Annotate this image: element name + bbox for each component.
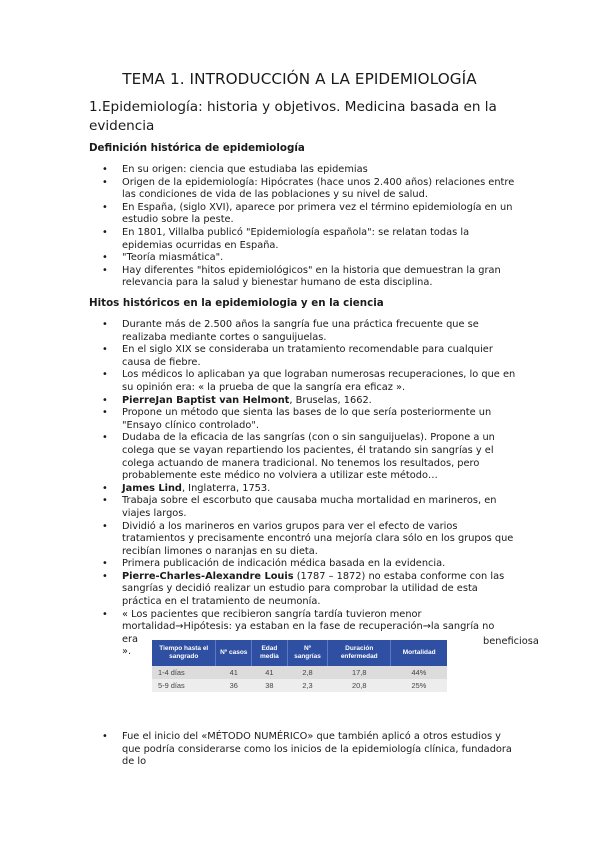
person-name: Pierre-Charles-Alexandre Louis bbox=[122, 570, 294, 582]
table-cell: 2,3 bbox=[287, 679, 328, 692]
bullet-icon: • bbox=[102, 570, 108, 582]
list-item: • Trabaja sobre el escorbuto que causaba mucha mortalidad en marineros, en viajes largos. bbox=[102, 495, 497, 519]
list-item: • Primera publicación de indicación médica basada en la evidencia. bbox=[102, 558, 446, 570]
bullet-icon: • bbox=[102, 319, 108, 330]
bullet-icon: • bbox=[102, 394, 108, 406]
bullet-icon: • bbox=[102, 407, 108, 419]
list-item: • « Los pacientes que recibieron sangría tardía tuvieron menor mortalidad→Hipótesis: ya estaban en la fase de recuperación→la sangría no era ». bbox=[102, 608, 495, 658]
person-name: James Lind bbox=[122, 482, 182, 494]
document-title: TEMA 1. INTRODUCCIÓN A LA EPIDEMIOLOGÍA bbox=[122, 70, 477, 88]
bullet-list-hitos bbox=[89, 319, 519, 659]
list-item: • En 1801, Villalba publicó "Epidemiología española": se relatan todas la epidemias ocurridas en España. bbox=[102, 226, 470, 251]
section-heading: 1.Epidemiología: historia y objetivos. Medicina basada en la evidencia bbox=[89, 99, 497, 134]
list-item: • Fue el inicio del «MÉTODO NUMÉRICO» que también aplicó a otros estudios y que podría considerarse como los inicios de la epidemiología clínica, fundadora de lo bbox=[102, 731, 512, 768]
table-row bbox=[152, 666, 447, 679]
bullet-list-final bbox=[89, 731, 519, 769]
list-item: • James Lind, Inglaterra, 1753. bbox=[102, 482, 271, 494]
list-item: • Dudaba de la eficacia de las sangrías (con o sin sanguijuelas). Propone a un colega que se vayan repartiendo los pacientes, él tratando sin sangrías y el colega actuando de manera tradicional. No tenemos los resultados, pero probablemente este médico no volviera a utilizar este método… bbox=[102, 432, 495, 482]
list-item: • "Teoría miasmática". bbox=[102, 252, 224, 264]
table-cell: 20,8 bbox=[328, 679, 391, 692]
bullet-icon: • bbox=[102, 252, 108, 264]
bullet-icon: • bbox=[102, 495, 108, 507]
list-item: • Hay diferentes "hitos epidemiológicos" en la historia que demuestran la gran relevancia para la salud y bienestar humano de esta disciplina. bbox=[102, 264, 501, 289]
table-cell: 41 bbox=[252, 666, 288, 679]
list-item: • Pierre-Charles-Alexandre Louis (1787 – 1872) no estaba conforme con las sangrías y decidió realizar un estudio para comprobar la utilidad de esta práctica en el tratamiento de neumonía. bbox=[102, 570, 505, 608]
bullet-icon: • bbox=[102, 520, 108, 532]
column-header: Nº sangrías bbox=[287, 640, 328, 666]
bullet-icon: • bbox=[102, 226, 108, 238]
table-cell: 44% bbox=[391, 666, 447, 679]
table-cell: 2,8 bbox=[287, 666, 328, 679]
table-cell: 38 bbox=[252, 679, 288, 692]
subsection-heading-hitos: Hitos históricos en la epidemiologia y en la ciencia bbox=[89, 297, 384, 309]
list-item: • Propone un método que sienta las bases de lo que sería posteriormente un "Ensayo clínico controlado". bbox=[102, 407, 492, 431]
list-item: • Durante más de 2.500 años la sangría fue una práctica frecuente que se realizaba mediante cortes o sanguijuelas. bbox=[102, 319, 479, 343]
bullet-icon: • bbox=[102, 608, 108, 620]
bullet-list-definicion bbox=[89, 164, 519, 290]
list-item: • PierreJan Baptist van Helmont, Bruselas, 1662. bbox=[102, 394, 372, 406]
column-header: Duración enfermedad bbox=[328, 640, 391, 666]
table-cell: 17,8 bbox=[328, 666, 391, 679]
bullet-icon: • bbox=[102, 731, 108, 742]
column-header: Mortalidad bbox=[391, 640, 447, 666]
subsection-heading-definicion: Definición histórica de epidemiología bbox=[89, 142, 305, 154]
person-name: PierreJan Baptist van Helmont bbox=[122, 394, 290, 406]
list-item: • En el siglo XIX se consideraba un tratamiento recomendable para cualquier causa de fiebre. bbox=[102, 344, 493, 368]
list-item: • En su origen: ciencia que estudiaba las epidemias bbox=[102, 164, 368, 175]
list-item: • En España, (siglo XVI), aparece por primera vez el término epidemiología en un estudio sobre la peste. bbox=[102, 201, 513, 226]
bullet-icon: • bbox=[102, 558, 108, 570]
bullet-icon: • bbox=[102, 482, 108, 494]
bullet-icon: • bbox=[102, 164, 108, 175]
column-header: Edad media bbox=[252, 640, 288, 666]
bullet-icon: • bbox=[102, 176, 108, 188]
table-cell: 41 bbox=[216, 666, 252, 679]
column-header: Tiempo hasta el sangrado bbox=[152, 640, 216, 666]
continuation-text: beneficiosa bbox=[483, 636, 539, 647]
sangria-results-table bbox=[152, 640, 447, 692]
table-cell: 1-4 días bbox=[152, 666, 216, 679]
table-row bbox=[152, 679, 447, 692]
list-item: • Los médicos lo aplicaban ya que lograban numerosas recuperaciones, lo que en su opinión era: « la prueba de que la sangría era eficaz ». bbox=[102, 369, 516, 393]
bullet-icon: • bbox=[102, 344, 108, 356]
list-item: • Origen de la epidemiología: Hipócrates (hace unos 2.400 años) relaciones entre las condiciones de vida de las poblaciones y su nivel de salud. bbox=[102, 176, 515, 201]
bullet-icon: • bbox=[102, 201, 108, 213]
bullet-icon: • bbox=[102, 369, 108, 381]
bullet-icon: • bbox=[102, 432, 108, 444]
column-header: Nº casos bbox=[216, 640, 252, 666]
table-header-row bbox=[152, 640, 447, 666]
table-cell: 36 bbox=[216, 679, 252, 692]
list-item: • Dividió a los marineros en varios grupos para ver el efecto de varios tratamientos y precisamente encontró una mejoría clara sólo en los grupos que recibían limones o naranjas en su dieta. bbox=[102, 520, 514, 557]
table-cell: 25% bbox=[391, 679, 447, 692]
bullet-icon: • bbox=[102, 264, 108, 276]
table-cell: 5-9 días bbox=[152, 679, 216, 692]
